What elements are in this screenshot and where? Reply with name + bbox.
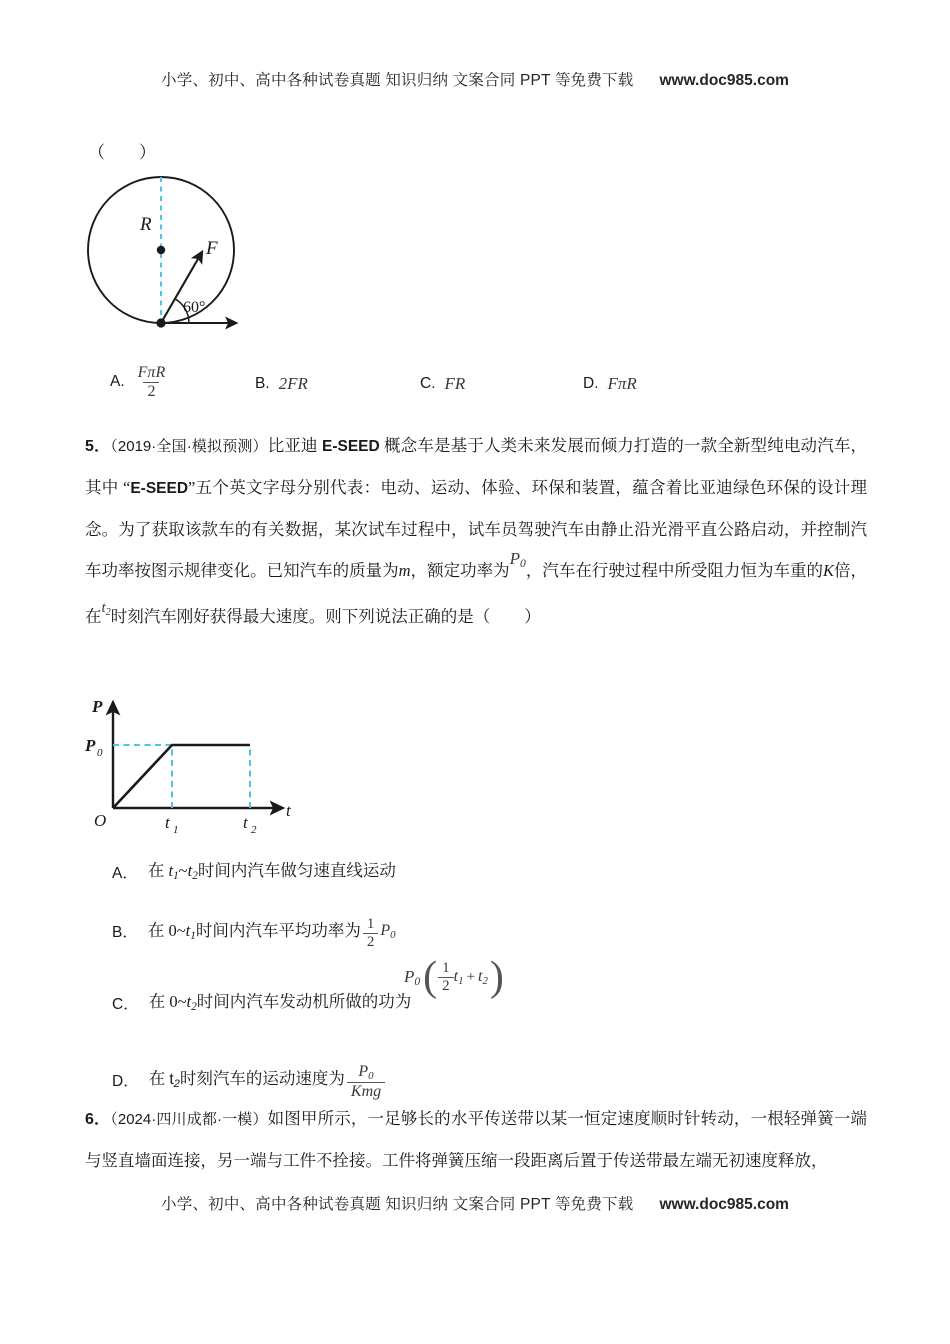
power-time-svg: [72, 690, 302, 840]
q4-options-row: [0, 360, 950, 406]
q5-option-c-plus: +: [466, 968, 476, 985]
q4-option-c-value: FR: [444, 374, 466, 393]
q5-source: （2019·全国·模拟预测）: [110, 438, 268, 455]
q5-option-d-label: D．: [112, 1073, 139, 1091]
q5-line3: 念。为了获取该款车的有关数据，某次试车过程中，试车员驾驶汽车由静止沿光滑平直公路启动，并控制: [85, 520, 851, 539]
q5-option-c-text: 在 $0\sim t_2$时间内汽车发动机所做的功为: [148, 992, 412, 1014]
q5-option-d-numerator: $P_0$: [358, 1063, 374, 1083]
q5-option-b[interactable]: [112, 916, 396, 951]
header-url: www.doc985.com: [659, 72, 789, 89]
q5-line5b: 倍，在: [85, 561, 868, 627]
x-tick-t2-base: t: [243, 813, 248, 832]
page-footer: [0, 1192, 950, 1214]
q5-option-d-text: 在 $t_2$时刻汽车的运动速度为: [148, 1069, 345, 1091]
q4-option-c-label: C.: [420, 375, 436, 392]
x-tick-t2-sub: 2: [251, 824, 257, 836]
q5-rated-power-symbol: $P_0$: [509, 549, 526, 571]
q5-line1a: 比亚迪: [267, 436, 322, 455]
y-tick-p0-base: P: [85, 736, 96, 755]
q4-option-a-label: A.: [110, 373, 125, 391]
q6-line1: 如图甲所示，一足够长的水平传送带以某一恒定速度顺时针转动，一根轻弹簧: [267, 1109, 834, 1128]
q5-option-a-text: 在 $t_1\sim t_2$时间内汽车做匀速直线运动: [147, 861, 396, 883]
q5-option-c[interactable]: [112, 988, 411, 1021]
y-tick-p0-sub: 0: [97, 747, 103, 759]
q5-number: 5．: [85, 438, 111, 455]
q6-number: 6．: [85, 1111, 111, 1128]
force-label: F: [206, 238, 218, 259]
q5-option-c-half: $\frac{1}{2}$: [438, 960, 454, 995]
q4-option-a[interactable]: [110, 364, 169, 401]
q4-option-b-value: 2FR: [278, 374, 308, 393]
q5-answer-blank: [490, 607, 524, 626]
q5-mass-symbol: m: [398, 561, 411, 580]
q5-option-c-p0: $P_0$: [404, 966, 421, 988]
q5-k-symbol: K: [823, 561, 835, 580]
q5-option-c-formula: [404, 954, 506, 1001]
q5-t2-symbol: $t_2$: [101, 600, 111, 619]
x-axis-label: t: [286, 801, 291, 820]
q5-option-b-label: B．: [112, 924, 138, 942]
q5-eseed-1: E-SEED: [322, 438, 380, 455]
q5-line2a: 其中 “: [85, 478, 131, 497]
q5-line1c: 概念车是基于人类未来发展而倾力打造的一款全新型纯电动汽车，: [379, 436, 868, 455]
q5-option-b-text: 在 $0\sim t_1$时间内汽车平均功率为: [147, 920, 361, 942]
radius-label: R: [140, 214, 152, 235]
q5-option-c-t1: $t_1$: [453, 967, 464, 987]
q5-line4c: ，汽车在行驶过程中所受阻力恒为车重的: [525, 561, 823, 580]
footer-url: www.doc985.com: [659, 1196, 789, 1213]
q5-option-c-paren-close: ): [489, 954, 504, 1001]
q5-line4b: ，额定功率为: [410, 561, 510, 580]
center-point: [157, 246, 165, 254]
q6-source: （2024·四川成都·一模）: [110, 1111, 268, 1128]
q4-option-b[interactable]: [255, 374, 308, 394]
q5-option-a[interactable]: [112, 857, 396, 890]
q4-option-d-value: FπR: [607, 374, 637, 393]
q4-option-a-numerator: FπR: [137, 364, 166, 381]
circle-force-svg: [78, 160, 368, 340]
q5-option-b-fraction: $\frac{1}{2}$: [363, 916, 379, 951]
power-curve: [113, 745, 250, 808]
question-6-stem: [85, 1098, 867, 1181]
x-tick-t1-base: t: [165, 813, 170, 832]
q5-option-a-label: A．: [112, 864, 138, 882]
q5-option-d-fraction: [347, 1063, 385, 1101]
q4-option-c[interactable]: [420, 374, 465, 394]
q5-line5c: 时刻汽车刚好获得最大速度。则下列说法正确的是（: [110, 607, 491, 627]
origin-label: O: [94, 811, 107, 830]
q5-line5d: ）: [524, 607, 541, 627]
page-header: [0, 68, 950, 90]
header-text: 小学、初中、高中各种试卷真题 知识归纳 文案合同 PPT 等免费下载: [161, 72, 634, 89]
q5-option-d[interactable]: [112, 1063, 387, 1101]
y-tick-p0: [84, 736, 103, 759]
q4-option-a-denominator: 2: [143, 382, 159, 401]
q5-option-b-p0: $P_0$: [380, 922, 396, 942]
q5-option-c-paren-open: (: [423, 954, 438, 1001]
x-tick-t2: [243, 813, 257, 836]
power-time-graph: [72, 690, 302, 840]
y-axis-label: P: [92, 697, 103, 716]
answer-parens: （ ）: [88, 143, 156, 162]
footer-text: 小学、初中、高中各种试卷真题 知识归纳 文案合同 PPT 等免费下载: [161, 1196, 634, 1213]
q4-option-d[interactable]: [583, 374, 637, 394]
circle-force-figure: [78, 160, 368, 340]
angle-label: 60°: [183, 299, 206, 316]
q5-eseed-2: E-SEED: [130, 480, 189, 497]
q4-option-a-value: [134, 364, 170, 401]
q4-option-b-label: B.: [255, 375, 270, 392]
x-tick-t1-sub: 1: [173, 824, 179, 836]
q5-line2c: ”五个英文字母分别代表：电动、运动、体验、环保和装置，蕴含着比亚迪绿色环保的设计理: [188, 478, 867, 497]
q5-option-d-denominator: Kmg: [347, 1082, 385, 1101]
x-tick-t1: [165, 813, 179, 836]
q4-option-d-label: D.: [583, 375, 599, 392]
question-5-stem: [85, 425, 867, 643]
q5-option-c-label: C．: [112, 995, 139, 1013]
q5-line4a: 汽车功率按图示规律变化。已知汽车的质量为: [85, 520, 867, 580]
q6-line2: 一端与竖直墙面连接，另一端与工件不拴接。工件将弹簧压缩一段距离后置于传送带最左端无初速度释放，: [85, 1109, 868, 1170]
q5-option-c-t2: $t_2$: [478, 967, 488, 987]
